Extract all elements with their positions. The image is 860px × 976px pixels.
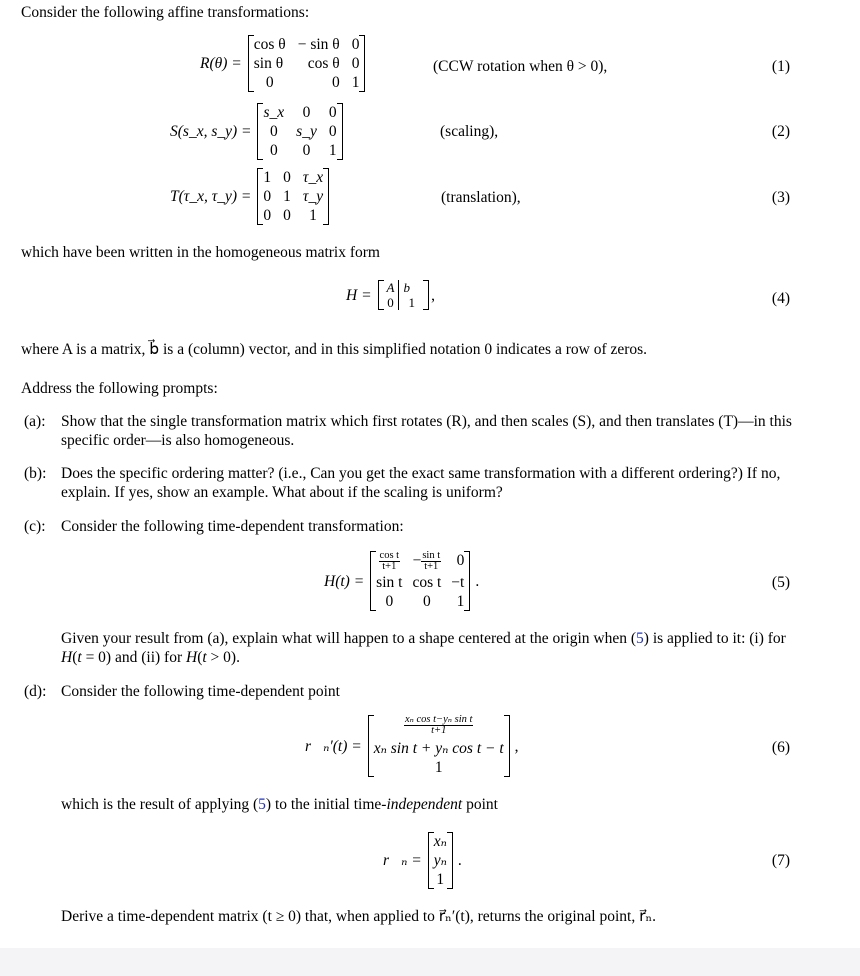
prompt-d-mid: which is the result of applying (5) to the initial time-independent point xyxy=(61,796,498,813)
eq2-lhs: S(s_x, s_y) = xyxy=(170,123,252,140)
eq1-lhs: R(θ) = xyxy=(200,55,242,72)
cell: 0 xyxy=(263,188,272,205)
period: . xyxy=(457,852,462,869)
equation-7 xyxy=(383,832,462,889)
cell: 1 xyxy=(328,142,337,159)
frac xyxy=(404,715,474,736)
cell: 1 xyxy=(309,207,317,224)
cell: 1 xyxy=(351,74,360,91)
cell: 0 xyxy=(263,207,272,224)
eq7-number: (7) xyxy=(771,852,790,869)
initial-point-vector xyxy=(428,832,453,889)
eq5-number: (5) xyxy=(771,574,790,591)
rotation-matrix xyxy=(248,35,366,92)
cell: 0 xyxy=(265,74,274,91)
cell: 0 xyxy=(351,55,360,72)
eq2-note: (scaling), xyxy=(440,123,499,140)
cell: 1 xyxy=(408,295,416,310)
cell: sin t xyxy=(376,574,403,591)
cell: A xyxy=(383,280,400,295)
eq6-number: (6) xyxy=(771,739,790,756)
cell: b⃗ xyxy=(403,280,421,295)
cell: cos θ xyxy=(307,55,340,72)
eq4-lhs: H = xyxy=(346,286,372,304)
frac-den: t+1 xyxy=(424,561,439,572)
equation-2 xyxy=(170,103,343,160)
homogeneous-text: which have been written in the homogeneous matrix form xyxy=(21,244,380,261)
cell: −t xyxy=(451,574,465,591)
prompt-d-tag: (d): xyxy=(24,683,47,700)
equation-1 xyxy=(200,35,365,92)
cell: 0 xyxy=(423,593,431,610)
cell: xₙ sin t + yₙ cos t − t xyxy=(373,740,504,757)
cell: 1 xyxy=(263,169,272,186)
prompt-d-text: Consider the following time-dependent point xyxy=(61,683,340,700)
cell: s_y xyxy=(296,123,317,140)
cell: cos t xyxy=(412,574,442,591)
cell: xₙ xyxy=(433,833,447,850)
eq3-number: (3) xyxy=(771,189,790,206)
frac xyxy=(379,551,401,572)
cell: 0 xyxy=(331,74,340,91)
homogeneous-matrix xyxy=(378,280,430,310)
time-matrix: $\frac{\text{cos t}}{t+1}$ − $\frac{\text{sin t}}{t+1}$ 0 sin t cos t −t 0 0 1 xyxy=(370,551,470,611)
period: . xyxy=(475,572,480,590)
eq4-number: (4) xyxy=(771,290,790,307)
scaling-matrix xyxy=(257,103,342,160)
cell: 0 xyxy=(283,169,291,186)
eq5-lhs: H(t) = xyxy=(324,572,365,590)
address-text: Address the following prompts: xyxy=(21,380,218,397)
point-vector xyxy=(368,715,510,777)
prompt-c-text: Consider the following time-dependent transformation: xyxy=(61,518,404,535)
comma: , xyxy=(514,737,519,755)
cell: 1 xyxy=(434,759,443,776)
prompt-c-tag: (c): xyxy=(24,518,46,535)
bottom-strip xyxy=(0,948,860,976)
cell: τ_y xyxy=(302,188,324,205)
prompt-c-followup: Given your result from (a), explain what will happen to a shape centered at the origin when (5) is applied to it: (i) for H(t = 0) and (ii) for H(t > 0). xyxy=(61,630,786,666)
prompt-b-tag: (b): xyxy=(24,465,47,482)
cell: 0 xyxy=(328,104,337,121)
eq7-lhs: r⃗ₙ = xyxy=(383,852,422,869)
intro-text: Consider the following affine transformations: xyxy=(21,4,310,21)
prompt-c xyxy=(24,517,794,536)
prompt-a-tag: (a): xyxy=(24,413,46,430)
cell: 0 xyxy=(302,142,311,159)
prompt-b xyxy=(24,464,794,502)
cell: 0 xyxy=(328,123,337,140)
eq2-number: (2) xyxy=(771,123,790,140)
cell: yₙ xyxy=(433,852,447,869)
where-text: where A is a matrix, b⃗ is a (column) vector, and in this simplified notation 0 indicates a row of zeros. xyxy=(21,341,648,358)
eq3-lhs: T(τ_x, τ_y) = xyxy=(170,188,252,205)
frac xyxy=(421,551,441,572)
prompt-d-end: Derive a time-dependent matrix (t ≥ 0) that, when applied to r⃗ₙ′(t), returns the original point, r⃗ₙ. xyxy=(61,908,657,925)
eq3-note: (translation), xyxy=(441,189,521,206)
cell: τ_x xyxy=(302,169,324,186)
eq1-number: (1) xyxy=(771,58,790,75)
cell: cos θ xyxy=(253,36,286,53)
prompt-d xyxy=(24,682,794,701)
cell: 0 xyxy=(269,142,278,159)
equation-4 xyxy=(346,280,435,310)
prompt-a-text: Show that the single transformation matrix which first rotates (R), and then scales (S), and then translates (T)—in this specific order—is also homogeneous. xyxy=(61,413,792,449)
prompt-a xyxy=(24,412,794,450)
cell: 0 xyxy=(385,593,394,610)
cell: sin θ xyxy=(253,55,284,72)
cell: − sin θ xyxy=(297,36,340,53)
frac-num: xₙ cos t−yₙ sin t xyxy=(404,714,473,725)
prompt-b-text: Does the specific ordering matter? (i.e., Can you get the exact same transformation with a different ordering?) If no, explain. If yes, show an example. What about if the scaling is uniform? xyxy=(61,465,781,501)
frac-num: sin t xyxy=(422,550,441,561)
cell: 1 xyxy=(436,871,445,888)
cell: 0 xyxy=(351,36,360,53)
equation-5 xyxy=(324,551,479,611)
cell: 0 xyxy=(269,123,278,140)
cell: 0 xyxy=(456,552,465,569)
cell: 1 xyxy=(283,188,291,205)
cell: 0 xyxy=(283,207,291,224)
cell: s_x xyxy=(263,104,285,121)
equation-6 xyxy=(305,715,519,777)
frac-den: t+1 xyxy=(382,561,397,572)
equation-3 xyxy=(170,168,329,225)
comma: , xyxy=(431,286,435,304)
cell: 0 xyxy=(302,104,311,121)
cell: 0 xyxy=(383,295,400,310)
translation-matrix xyxy=(257,168,329,225)
eq6-lhs: r⃗ₙ′(t) = xyxy=(305,737,362,755)
cell: 1 xyxy=(456,593,465,610)
frac-den: t+1 xyxy=(431,725,447,736)
eq1-note: (CCW rotation when θ > 0), xyxy=(433,58,608,75)
frac-num: cos t xyxy=(379,550,400,561)
